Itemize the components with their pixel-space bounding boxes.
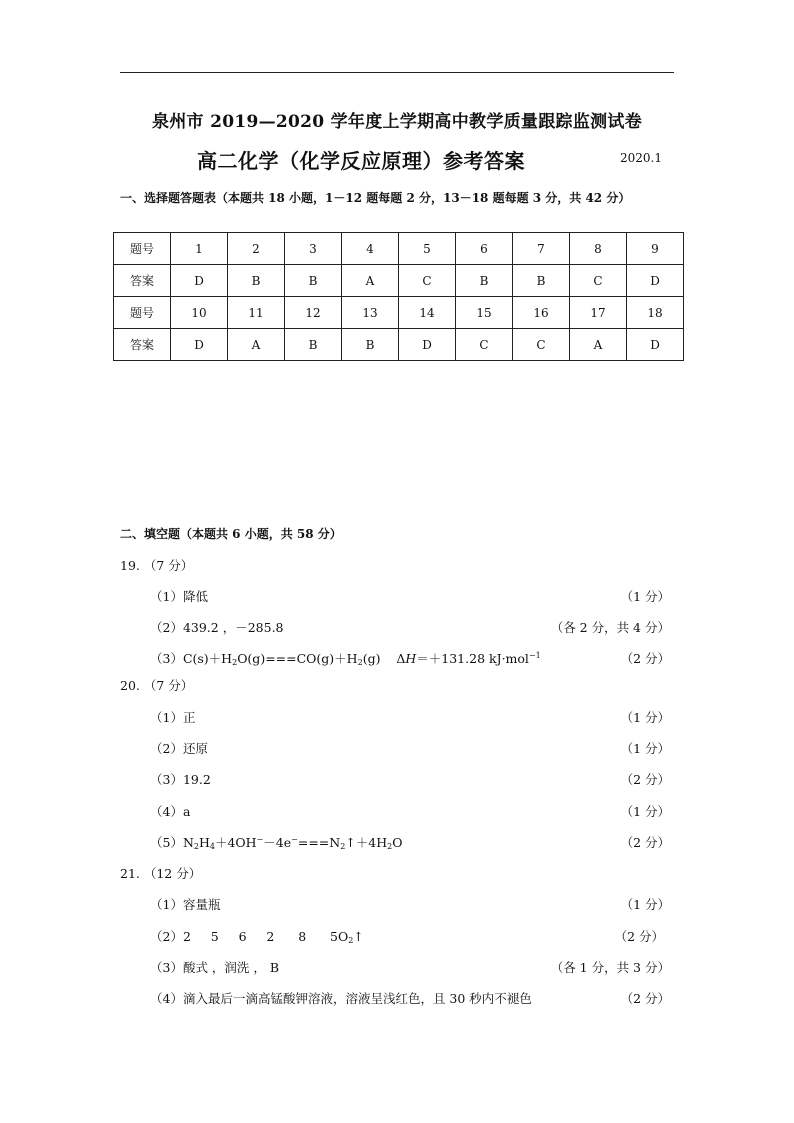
table-cell: B	[513, 265, 570, 297]
q20-label: 20. （7 分）	[120, 678, 194, 693]
table-row	[114, 265, 684, 297]
q20-answer-5	[150, 833, 402, 851]
subscript: 2	[340, 842, 346, 851]
subscript: 2	[232, 658, 238, 667]
q20-answer-4: （4）a	[150, 804, 191, 819]
table-cell: D	[627, 265, 684, 297]
table-cell: 2	[228, 233, 285, 265]
q20-score-3: （2 分）	[620, 772, 670, 787]
table-cell: B	[228, 265, 285, 297]
q19-score-3: （2 分）	[620, 651, 670, 666]
subscript: 2	[348, 936, 354, 945]
table-cell: B	[456, 265, 513, 297]
answer-key-title: 高二化学（化学反应原理）参考答案	[197, 149, 525, 173]
table-row	[114, 297, 684, 329]
table-cell: D	[627, 329, 684, 361]
table-cell: 5	[399, 233, 456, 265]
row-label: 答案	[114, 265, 171, 297]
table-cell: 14	[399, 297, 456, 329]
text-segment: （3）C(s)＋H	[150, 651, 233, 666]
section2-heading: 二、填空题（本题共 6 小题，共 58 分）	[120, 527, 342, 541]
table-cell: C	[399, 265, 456, 297]
table-cell: A	[228, 329, 285, 361]
text-segment: ↑	[353, 929, 364, 944]
subscript: 2	[357, 658, 363, 667]
superscript: −1	[528, 651, 541, 660]
text-segment: O(g)===CO(g)＋H	[237, 651, 358, 666]
q19-score-2: （各 2 分，共 4 分）	[550, 620, 670, 635]
q19-answer-2: （2）439.2 ，－285.8	[150, 620, 284, 635]
subscript: 4	[209, 842, 215, 851]
header-rule	[120, 72, 674, 73]
text-segment: H	[198, 835, 210, 850]
text-segment: （5）N	[150, 835, 194, 850]
text-segment: ↑＋4H	[345, 835, 388, 850]
subscript: 2	[193, 842, 199, 851]
q21-score-3: （各 1 分，共 3 分）	[550, 960, 670, 975]
row-label: 题号	[114, 297, 171, 329]
exam-date: 2020.1	[620, 151, 662, 165]
table-cell: B	[285, 265, 342, 297]
text-segment: －4e	[263, 835, 292, 850]
table-cell: B	[285, 329, 342, 361]
text-segment: ===N	[297, 835, 341, 850]
subscript: 2	[387, 842, 393, 851]
enthalpy-symbol: H	[405, 651, 417, 666]
q20-answer-1: （1）正	[150, 710, 196, 725]
section1-heading: 一、选择题答题表（本题共 18 小题，1－12 题每题 2 分，13－18 题每题 3 分，共 42 分）	[120, 191, 631, 205]
table-cell: B	[342, 329, 399, 361]
table-cell: 18	[627, 297, 684, 329]
q19-answer-3	[150, 649, 541, 667]
table-row	[114, 233, 684, 265]
table-cell: 17	[570, 297, 627, 329]
q21-score-1: （1 分）	[620, 897, 670, 912]
exam-title: 泉州市 2019—2020 学年度上学期高中教学质量跟踪监测试卷	[151, 112, 643, 132]
q20-answer-2: （2）还原	[150, 741, 208, 756]
text-segment: ＝＋131.28 kJ·mol	[416, 651, 529, 666]
q19-score-1: （1 分）	[620, 589, 670, 604]
text-segment: （2）2 5 6 2 8 5O	[150, 929, 349, 944]
table-cell: D	[171, 265, 228, 297]
q20-score-1: （1 分）	[620, 710, 670, 725]
q19-answer-1: （1）降低	[150, 589, 208, 604]
table-cell: 11	[228, 297, 285, 329]
table-cell: D	[171, 329, 228, 361]
table-row	[114, 329, 684, 361]
text-segment: ＋4OH	[214, 835, 257, 850]
superscript: −	[256, 835, 264, 844]
q21-answer-2	[150, 927, 364, 945]
table-cell: C	[456, 329, 513, 361]
table-cell: 3	[285, 233, 342, 265]
table-cell: 4	[342, 233, 399, 265]
text-segment: (g) Δ	[362, 651, 406, 666]
q19-label: 19. （7 分）	[120, 558, 194, 573]
row-label: 答案	[114, 329, 171, 361]
table-cell: A	[342, 265, 399, 297]
table-cell: C	[570, 265, 627, 297]
table-cell: 9	[627, 233, 684, 265]
q20-score-2: （1 分）	[620, 741, 670, 756]
table-cell: C	[513, 329, 570, 361]
superscript: −	[291, 835, 298, 844]
table-cell: 8	[570, 233, 627, 265]
table-cell: 6	[456, 233, 513, 265]
table-cell: 10	[171, 297, 228, 329]
q21-answer-4: （4）滴入最后一滴高锰酸钾溶液，溶液呈浅红色，且 30 秒内不褪色	[150, 991, 532, 1006]
table-cell: 13	[342, 297, 399, 329]
table-cell: D	[399, 329, 456, 361]
q20-answer-3: （3）19.2	[150, 772, 211, 787]
table-cell: 12	[285, 297, 342, 329]
q21-score-2: （2 分）	[614, 929, 664, 944]
table-cell: 15	[456, 297, 513, 329]
table-cell: 16	[513, 297, 570, 329]
table-cell: 7	[513, 233, 570, 265]
q21-answer-1: （1）容量瓶	[150, 897, 221, 912]
q20-score-4: （1 分）	[620, 804, 670, 819]
answer-table	[113, 232, 684, 361]
q21-label: 21. （12 分）	[120, 866, 202, 881]
text-segment: O	[392, 835, 403, 850]
q20-score-5: （2 分）	[620, 835, 670, 850]
row-label: 题号	[114, 233, 171, 265]
q21-score-4: （2 分）	[620, 991, 670, 1006]
table-cell: 1	[171, 233, 228, 265]
q21-answer-3: （3）酸式 ，润洗 ， B	[150, 960, 280, 975]
table-cell: A	[570, 329, 627, 361]
